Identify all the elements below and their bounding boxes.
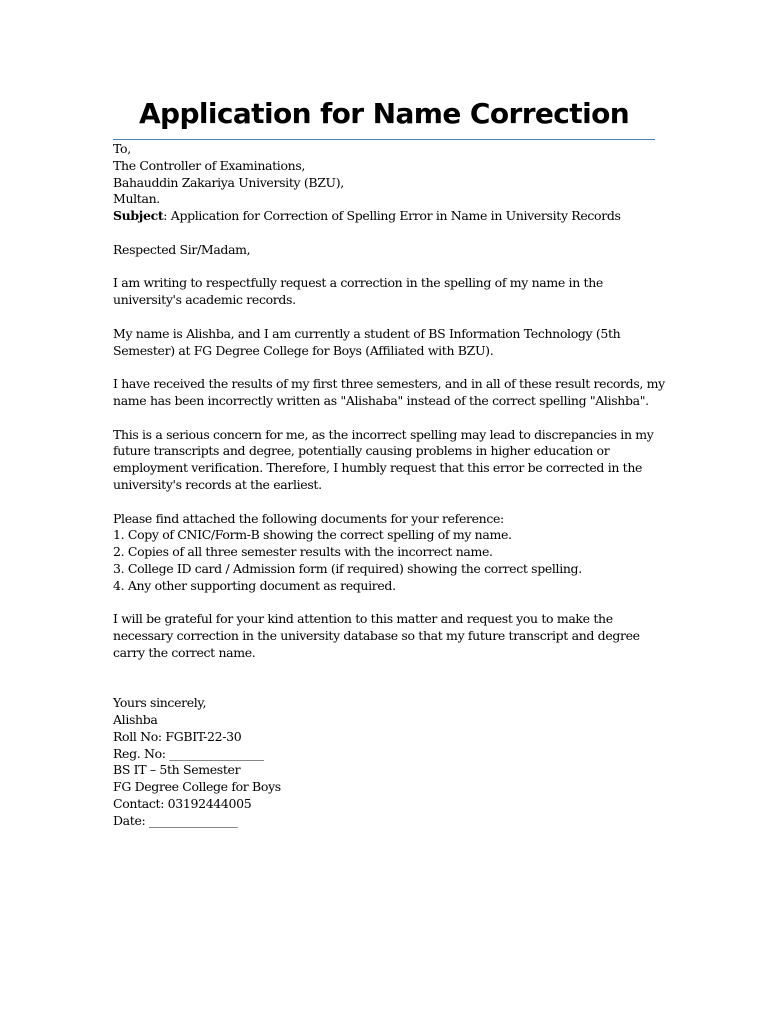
spacer bbox=[113, 410, 673, 427]
address-recipient: The Controller of Examinations, bbox=[113, 157, 306, 173]
valediction: Yours sincerely, bbox=[113, 695, 207, 711]
roll-number: Roll No: FGBIT-22-30 bbox=[113, 728, 242, 744]
spacer bbox=[113, 259, 673, 276]
spacer bbox=[113, 225, 673, 242]
paragraph-6-line-2: necessary correction in the university database so that my future transcript and degree bbox=[113, 628, 640, 644]
signatory-name: Alishba bbox=[113, 712, 158, 728]
paragraph-4-line-4: university's records at the earliest. bbox=[113, 476, 322, 492]
date-field: Date: _______________ bbox=[113, 812, 238, 828]
spacer bbox=[113, 679, 673, 696]
paragraph-2-line-1: My name is Alishba, and I am currently a student of BS Information Technology (5th bbox=[113, 325, 621, 341]
documents-intro: Please find attached the following documents for your reference: bbox=[113, 510, 504, 526]
document-item-2: 2. Copies of all three semester results with the incorrect name. bbox=[113, 544, 493, 560]
paragraph-6-line-1: I will be grateful for your kind attention to this matter and request you to make the bbox=[113, 611, 613, 627]
subject-line bbox=[113, 208, 673, 225]
subject-text: : Application for Correction of Spelling Error in Name in University Records bbox=[163, 208, 621, 224]
college-name: FG Degree College for Boys bbox=[113, 779, 281, 795]
paragraph-3-line-2: name has been incorrectly written as "Alishaba" instead of the correct spelling "Alishba". bbox=[113, 392, 649, 408]
document-item-4: 4. Any other supporting document as required. bbox=[113, 577, 396, 593]
address-city: Multan. bbox=[113, 191, 160, 207]
spacer bbox=[113, 494, 673, 511]
document-item-1: 1. Copy of CNIC/Form-B showing the correct spelling of my name. bbox=[113, 527, 512, 543]
letter-body bbox=[113, 141, 673, 830]
contact-number: Contact: 03192444005 bbox=[113, 796, 252, 812]
paragraph-3-line-1: I have received the results of my first three semesters, and in all of these result records, my bbox=[113, 376, 665, 392]
spacer bbox=[113, 359, 673, 376]
address-university: Bahauddin Zakariya University (BZU), bbox=[113, 174, 344, 190]
page-title: Application for Name Correction bbox=[138, 97, 630, 130]
salutation: Respected Sir/Madam, bbox=[113, 241, 251, 257]
paragraph-1-line-1: I am writing to respectfully request a correction in the spelling of my name in the bbox=[113, 275, 603, 291]
spacer bbox=[113, 662, 673, 679]
address-to: To, bbox=[113, 141, 131, 156]
paragraph-4-line-3: employment verification. Therefore, I humbly request that this error be corrected in the bbox=[113, 460, 643, 476]
document-item-3: 3. College ID card / Admission form (if required) showing the correct spelling. bbox=[113, 560, 582, 576]
paragraph-2-line-2: Semester) at FG Degree College for Boys (Affiliated with BZU). bbox=[113, 342, 494, 358]
paragraph-1-line-2: university's academic records. bbox=[113, 292, 296, 308]
program: BS IT – 5th Semester bbox=[113, 762, 241, 778]
registration-number: Reg. No: ________________ bbox=[113, 745, 264, 761]
paragraph-6-line-3: carry the correct name. bbox=[113, 644, 256, 660]
paragraph-4-line-1: This is a serious concern for me, as the incorrect spelling may lead to discrepancies in my bbox=[113, 426, 654, 442]
subject-label: Subject bbox=[113, 208, 164, 224]
spacer bbox=[113, 309, 673, 326]
paragraph-4-line-2: future transcripts and degree, potentially causing problems in higher education or bbox=[113, 443, 610, 459]
title-underline bbox=[113, 139, 655, 140]
spacer bbox=[113, 595, 673, 612]
